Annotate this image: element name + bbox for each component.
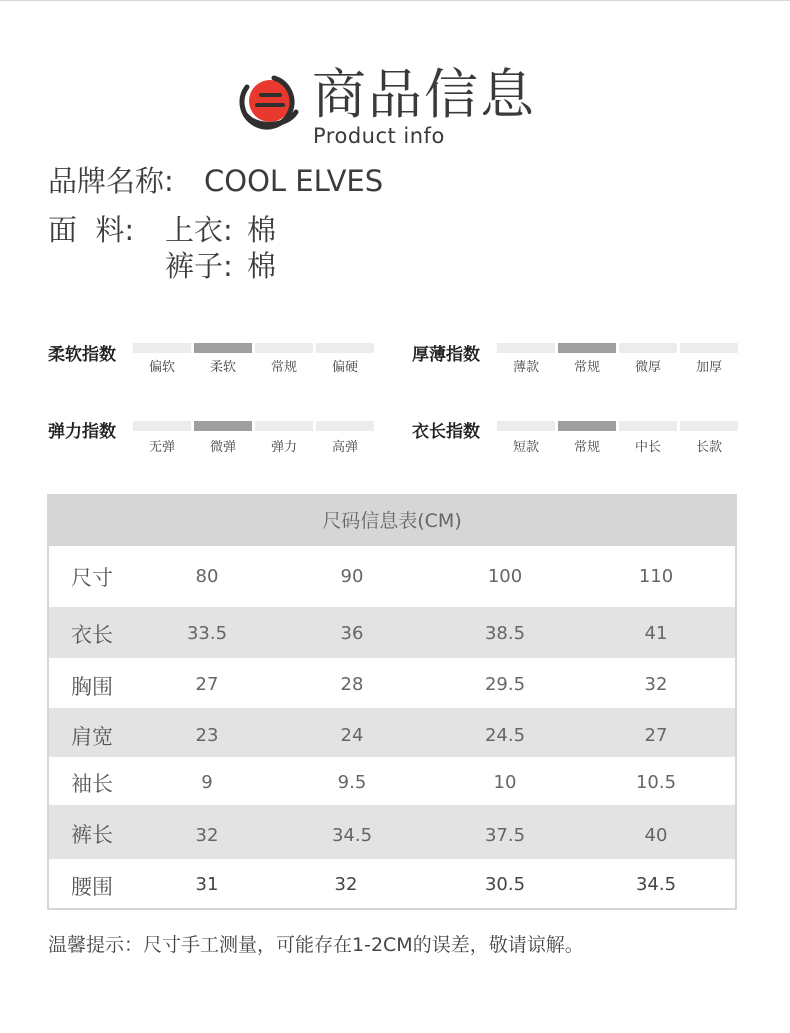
fabric-label: 面 料:	[48, 213, 135, 247]
length-index-label: 衣长指数	[412, 422, 480, 442]
table-row	[49, 658, 735, 708]
table-cell: 24	[340, 725, 364, 746]
softness-option: 偏软	[148, 360, 175, 375]
elasticity-bar-segment	[316, 421, 374, 431]
softness-bar-segment	[316, 343, 374, 353]
table-cell: 32	[334, 874, 358, 895]
thickness-option: 微厚	[634, 360, 661, 375]
table-cell: 23	[195, 725, 219, 746]
table-cell: 36	[340, 623, 364, 644]
softness-option: 常规	[270, 360, 297, 375]
softness-bar-segment-selected	[194, 343, 252, 353]
elasticity-option: 微弹	[209, 440, 236, 455]
softness-bar-segment	[133, 343, 191, 353]
table-row	[49, 757, 735, 805]
fabric-pants-material: 棉	[247, 249, 277, 283]
brand-value: COOL ELVES	[204, 164, 384, 198]
thickness-option: 加厚	[695, 360, 722, 375]
length-option: 短款	[512, 440, 539, 455]
table-cell: 28	[340, 674, 364, 695]
table-cell: 110	[638, 566, 674, 587]
length-bar-segment-selected	[558, 421, 616, 431]
row-label: 衣长	[71, 623, 113, 647]
elasticity-option: 高弹	[331, 440, 358, 455]
table-cell: 27	[644, 725, 668, 746]
table-cell: 30.5	[484, 874, 526, 895]
length-option: 中长	[634, 440, 661, 455]
table-cell: 90	[340, 566, 364, 587]
table-cell: 10	[493, 772, 517, 793]
table-cell: 34.5	[635, 874, 677, 895]
softness-option: 偏硬	[331, 360, 358, 375]
softness-bar-segment	[255, 343, 313, 353]
elasticity-bar-segment	[255, 421, 313, 431]
row-label: 胸围	[71, 675, 113, 699]
table-cell: 27	[195, 674, 219, 695]
table-cell: 80	[195, 566, 219, 587]
table-cell: 34.5	[331, 825, 373, 846]
table-cell: 10.5	[635, 772, 677, 793]
elasticity-bar-segment-selected	[194, 421, 252, 431]
top-divider	[0, 0, 790, 1]
length-bar-segment	[619, 421, 677, 431]
table-cell: 38.5	[484, 623, 526, 644]
table-cell: 32	[195, 825, 219, 846]
table-cell: 24.5	[484, 725, 526, 746]
length-bar-segment	[680, 421, 738, 431]
table-cell: 33.5	[186, 623, 228, 644]
elasticity-bar-segment	[133, 421, 191, 431]
page-subtitle: Product info	[313, 124, 445, 148]
size-table-title: 尺码信息表(CM)	[49, 496, 735, 546]
table-cell: 37.5	[484, 825, 526, 846]
length-option: 长款	[695, 440, 722, 455]
table-cell: 29.5	[484, 674, 526, 695]
elasticity-option: 无弹	[148, 440, 175, 455]
table-cell: 100	[487, 566, 523, 587]
thickness-bar-segment	[619, 343, 677, 353]
table-cell: 9	[201, 772, 213, 793]
table-row	[49, 708, 735, 757]
length-option: 常规	[573, 440, 600, 455]
table-row	[49, 805, 735, 859]
table-row	[49, 859, 735, 908]
softness-option: 柔软	[209, 360, 236, 375]
table-cell: 41	[644, 623, 668, 644]
elasticity-option: 弹力	[270, 440, 297, 455]
table-cell: 9.5	[337, 772, 367, 793]
brand-label: 品牌名称:	[48, 164, 174, 198]
measurement-note: 温馨提示：尺寸手工测量，可能存在1-2CM的误差，敬请谅解。	[48, 934, 584, 956]
product-info-logo-icon	[234, 70, 302, 132]
thickness-option: 薄款	[512, 360, 539, 375]
row-label: 裤长	[71, 823, 113, 847]
table-cell: 40	[644, 825, 668, 846]
fabric-top-material: 棉	[247, 213, 277, 247]
table-row	[49, 546, 735, 605]
length-bar-segment	[497, 421, 555, 431]
row-label: 袖长	[71, 772, 113, 796]
fabric-top-label: 上衣:	[165, 213, 233, 247]
size-table	[47, 494, 737, 910]
elasticity-index-label: 弹力指数	[48, 422, 116, 442]
row-label: 腰围	[71, 875, 113, 899]
fabric-pants-label: 裤子:	[165, 249, 233, 283]
thickness-bar-segment	[497, 343, 555, 353]
thickness-index-label: 厚薄指数	[412, 345, 480, 365]
row-label: 尺寸	[71, 566, 113, 590]
row-label: 肩宽	[71, 725, 113, 749]
table-cell: 32	[644, 674, 668, 695]
thickness-bar-segment-selected	[558, 343, 616, 353]
thickness-option: 常规	[573, 360, 600, 375]
softness-index-label: 柔软指数	[48, 345, 116, 365]
table-row	[49, 607, 735, 658]
table-cell: 31	[195, 874, 219, 895]
page-title: 商品信息	[312, 63, 536, 126]
thickness-bar-segment	[680, 343, 738, 353]
